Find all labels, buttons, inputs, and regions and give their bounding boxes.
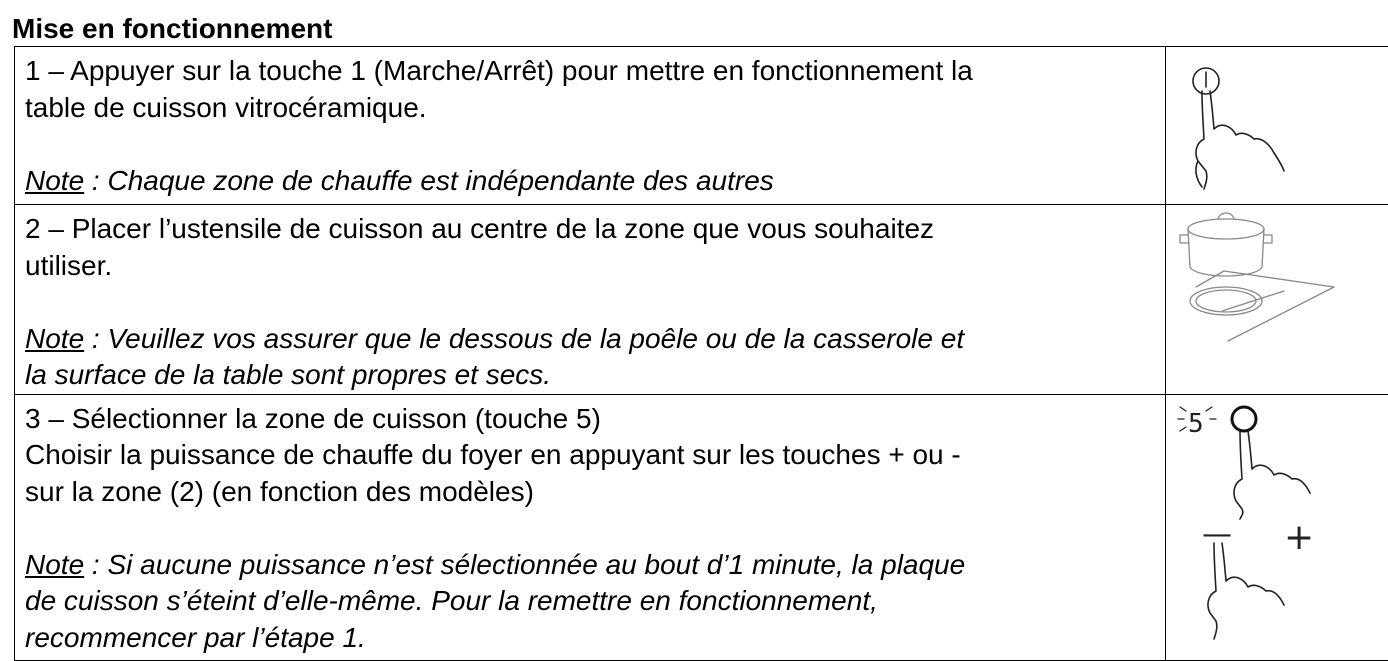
zone-knob-icon — [1232, 407, 1256, 431]
page-title: Mise en fonctionnement — [12, 12, 332, 46]
step-2-text — [15, 205, 1166, 395]
minus-symbol: — — [1202, 517, 1232, 552]
step-2-note-1 — [25, 321, 1155, 358]
step-3-note-line-2: de cuisson s’éteint d’elle-même. Pour la remettre en fonctionnement, — [25, 583, 1155, 620]
step-1-illustration — [1166, 47, 1388, 205]
step-1-text — [15, 47, 1166, 205]
step-2-illustration — [1166, 205, 1388, 395]
step-3-note-line-3: recommencer par l’étape 1. — [25, 620, 1155, 657]
plus-symbol: + — [1284, 517, 1314, 558]
hand-icon — [1208, 543, 1284, 639]
note-label: Note — [25, 549, 84, 580]
step-1-note-line-1: : Chaque zone de chauffe est indépendante des autres — [84, 165, 774, 196]
step-row-3 — [15, 394, 1388, 660]
pot-on-cooktop-icon — [1166, 205, 1388, 386]
step-1-line-2: table de cuisson vitrocéramique. — [25, 90, 1155, 127]
instructions-table — [14, 46, 1388, 661]
step-1-line-1: 1 – Appuyer sur la touche 1 (Marche/Arrêt) pour mettre en fonctionnement la — [25, 53, 1155, 90]
hand-icon — [1234, 431, 1310, 519]
power-button-press-icon — [1166, 47, 1388, 198]
note-label: Note — [25, 323, 84, 354]
step-2-note-line-1: : Veuillez vos assurer que le dessous de la poêle ou de la casserole et — [84, 323, 964, 354]
step-3-line-2: Choisir la puissance de chauffe du foyer en appuyant sur les touches + ou - — [25, 437, 1155, 474]
step-3-line-1: 3 – Sélectionner la zone de cuisson (touche 5) — [25, 401, 1155, 438]
step-row-2 — [15, 205, 1388, 395]
step-3-note-line-1: : Si aucune puissance n’est sélectionnée au bout d’1 minute, la plaque — [84, 549, 965, 580]
display-digit: 5 — [1188, 409, 1204, 439]
step-3-illustration — [1166, 394, 1388, 660]
step-row-1 — [15, 47, 1388, 205]
note-label: Note — [25, 165, 84, 196]
step-2-line-2: utiliser. — [25, 248, 1155, 285]
step-1-note — [25, 163, 1155, 200]
step-3-note-1 — [25, 547, 1155, 584]
zone-select-and-plus-minus-icon — [1166, 395, 1388, 654]
step-3-text — [15, 394, 1166, 660]
step-2-note-line-2: la surface de la table sont propres et secs. — [25, 357, 1155, 394]
step-3-line-3: sur la zone (2) (en fonction des modèles) — [25, 474, 1155, 511]
step-2-line-1: 2 – Placer l’ustensile de cuisson au centre de la zone que vous souhaitez — [25, 211, 1155, 248]
